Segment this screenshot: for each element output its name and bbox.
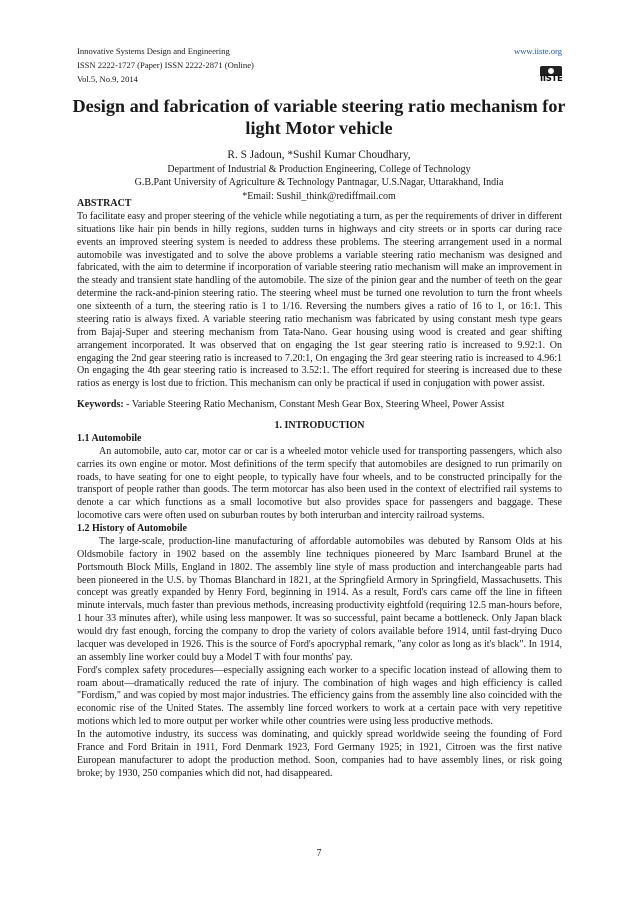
history-paragraph-2: Ford's complex safety procedures—especially assigning each worker to a specific location instead of allowing them to roam about—dramatically reduced the rate of injury. The combination of high wages and high efficiency is called "Fordism," and was copied by most major industries. The efficiency gains from the assembly line also coincided with the economic rise of the United States. The assembly line forced workers to work at a certain pace with very repetitive motions which led to more output per worker while other countries were using less productive methods. <box>77 664 562 728</box>
subsection-heading-automobile: 1.1 Automobile <box>77 432 142 444</box>
section-heading-introduction: 1. INTRODUCTION <box>274 420 365 431</box>
page-number: 7 <box>316 848 322 859</box>
university-line: G.B.Pant University of Agriculture & Technology Pantnagar, U.S.Nagar, Uttarakhand, India <box>134 177 504 189</box>
email-line: *Email: Sushil_think@rediffmail.com <box>242 190 396 202</box>
affiliation-block <box>60 163 578 203</box>
volume-line: Vol.5, No.9, 2014 <box>77 74 138 84</box>
issn-line: ISSN 2222-1727 (Paper) ISSN 2222-2871 (Online) <box>77 60 254 70</box>
keywords-line <box>77 399 562 412</box>
logo-text: IISTE <box>540 74 563 84</box>
abstract-heading: ABSTRACT <box>77 198 132 209</box>
iiste-logo <box>540 66 562 84</box>
paper-title: Design and fabrication of variable steering ratio mechanism for light Motor vehicle <box>72 96 566 138</box>
subsection-heading-history: 1.2 History of Automobile <box>77 523 187 534</box>
abstract-text: To facilitate easy and proper steering of the vehicle while negotiating a turn, as per the requirements of driver in different situations like hair pin bends in hilly regions, sudden turns in highways and city streets or in sports car during race events an improved steering system is needed to address these problems. The steering arrangement used in a normal automobile was investigated and to solve the above problems a variable steering ratio mechanism was designed and fabricated, with the aim to determine if incorporation of variable steering ratio mechanism will make an improvement in the steady and transient state handling of the automobile. The size of the pinion gear and the number of teeth on the gear determine the rack-and-pinion steering ratio. The steering wheel must be turned one revolution to turn the front wheels one sixteenth of a turn, the steering ratio is 1 to 1/16. Reversing the numbers gives a ratio of 16 to 1, or 16:1. This steering ratio is always fixed. A variable steering ratio mechanism was fabricated by using constant mesh type gears from Bajaj-Super and steering mechanism from Tata-Nano. Gear housing using wood is created and gear shifting arrangement incorporated. It was observed that on engaging the 1st gear steering ratio is increased to 9.92:1. On engaging the 2nd gear steering ratio is increased to 7.20:1, On engaging the 3rd gear steering ratio is increased to 4.96:1 On engaging the 4th gear steering ratio is increased to 3.52:1. The effort required for steering is increased due to these ratios as energy is lost due to friction. This mechanism can only be practical if used in conjugation with power assist. <box>77 210 562 390</box>
history-paragraph-3: In the automotive industry, its success was dominating, and quickly spread worldwide seeing the founding of Ford France and Ford Britain in 1911, Ford Denmark 1923, Ford Germany 1925; in 1921, Citroen was the first native European manufacturer to adopt the production method. Soon, companies had to have assembly lines, or risk going broke; by 1930, 250 companies which did not, had disappeared. <box>77 729 562 779</box>
author-list: R. S Jadoun, *Sushil Kumar Choudhary, <box>227 149 411 161</box>
history-paragraph-1: The large-scale, production-line manufacturing of affordable automobiles was debuted by Ransom Olds at his Oldsmobile factory in 1902 based on the assembly line techniques pioneered by Marc Isambard Brunel at the Portsmouth Block Mills, England in 1802. The assembly line style of mass production and interchangeable parts had been pioneered in the U.S. by Thomas Blanchard in 1821, at the Springfield Armory in Springfield, Massachusetts. This concept was greatly expanded by Henry Ford, beginning in 1914. As a result, Ford's cars came off the line in fifteen minute intervals, much faster than previous methods, increasing productivity eightfold (requiring 12.5 man-hours before, 1 hour 33 minutes after), while using less manpower. It was so successful, paint became a bottleneck. Only Japan black would dry fast enough, forcing the company to drop the variety of colors available before 1914, until fast-drying Duco lacquer was developed in 1926. This is the source of Ford's apocryphal remark, "any color as long as it's black". In 1914, an assembly line worker could buy a Model T with four months' pay. <box>77 535 562 663</box>
journal-header <box>77 44 562 86</box>
paper-body <box>77 198 562 781</box>
journal-url-link[interactable]: www.iiste.org <box>514 46 562 56</box>
journal-name: Innovative Systems Design and Engineering <box>77 46 230 56</box>
automobile-paragraph: An automobile, auto car, motor car or car is a wheeled motor vehicle used for transporting passengers, which also carries its own engine or motor. Most definitions of the term specify that automobiles are designed to run primarily on roads, to have seating for one to eight people, to typically have four wheels, and to be constructed principally for the transport of people rather than goods. The term motorcar has also been used in the context of electrified rail systems to denote a car which functions as a small locomotive but also provides space for passengers and baggage. These locomotive cars were often used on suburban routes by both interurban and intercity railroad systems. <box>77 445 562 522</box>
keywords-text: - Variable Steering Ratio Mechanism, Constant Mesh Gear Box, Steering Wheel, Power Assist <box>123 399 505 411</box>
keywords-label: Keywords: <box>77 399 124 411</box>
department-line: Department of Industrial & Production Engineering, College of Technology <box>167 164 471 175</box>
